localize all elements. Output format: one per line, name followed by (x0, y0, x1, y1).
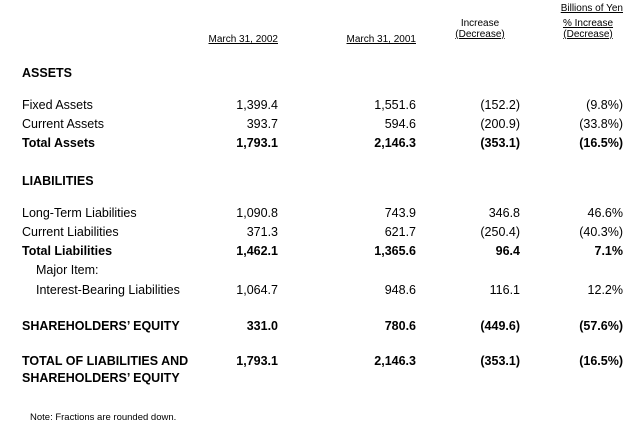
cell-equity-2001: 780.6 (384, 319, 416, 333)
col-header-pct-line2: (Decrease) (563, 29, 613, 40)
cell-current-assets-pct: (33.8%) (579, 117, 623, 131)
cell-current-liab-pct: (40.3%) (579, 225, 623, 239)
units-label: Billions of Yen (560, 3, 623, 14)
cell-long-term-2002: 1,090.8 (236, 206, 278, 220)
cell-current-liab-inc: (250.4) (480, 225, 520, 239)
cell-total-assets-2002: 1,793.1 (236, 136, 278, 150)
cell-current-assets-2002: 393.7 (246, 117, 278, 131)
cell-grand-total-2002: 1,793.1 (236, 354, 278, 368)
row-label-total-assets: Total Assets (22, 136, 95, 150)
cell-grand-total-2001: 2,146.3 (374, 354, 416, 368)
cell-fixed-inc: (152.2) (480, 98, 520, 112)
cell-equity-inc: (449.6) (480, 319, 520, 333)
cell-total-liab-inc: 96.4 (495, 244, 520, 258)
cell-equity-2002: 331.0 (246, 319, 278, 333)
cell-fixed-2002: 1,399.4 (236, 98, 278, 112)
col-header-2002: March 31, 2002 (208, 34, 278, 45)
row-label-current-liabilities: Current Liabilities (22, 225, 119, 239)
cell-total-assets-pct: (16.5%) (579, 136, 623, 150)
row-label-interest-bearing: Interest-Bearing Liabilities (36, 283, 180, 297)
cell-fixed-2001: 1,551.6 (374, 98, 416, 112)
row-label-major-item: Major Item: (36, 263, 99, 277)
cell-current-liab-2002: 371.3 (246, 225, 278, 239)
row-label-grand-total-line1: TOTAL OF LIABILITIES AND (22, 354, 189, 368)
cell-total-assets-2001: 2,146.3 (374, 136, 416, 150)
cell-interest-2002: 1,064.7 (236, 283, 278, 297)
cell-long-term-pct: 46.6% (587, 206, 623, 220)
cell-total-liab-2002: 1,462.1 (236, 244, 278, 258)
cell-total-liab-pct: 7.1% (594, 244, 623, 258)
col-header-pct (553, 18, 623, 40)
row-label-current-assets: Current Assets (22, 117, 104, 131)
cell-grand-total-inc: (353.1) (480, 354, 520, 368)
section-title-liabilities: LIABILITIES (22, 174, 94, 188)
cell-grand-total-pct: (16.5%) (579, 354, 623, 368)
cell-current-assets-2001: 594.6 (384, 117, 416, 131)
col-header-increase (440, 18, 520, 40)
cell-equity-pct: (57.6%) (579, 319, 623, 333)
col-header-increase-line2: (Decrease) (455, 29, 505, 40)
col-header-2001: March 31, 2001 (346, 34, 416, 45)
col-header-increase-line1: Increase (460, 18, 500, 29)
cell-total-assets-inc: (353.1) (480, 136, 520, 150)
cell-long-term-inc: 346.8 (488, 206, 520, 220)
cell-current-assets-inc: (200.9) (480, 117, 520, 131)
row-label-total-liabilities: Total Liabilities (22, 244, 113, 258)
row-label-equity: SHAREHOLDERS’ EQUITY (22, 319, 180, 333)
section-title-assets: ASSETS (22, 66, 73, 80)
cell-interest-inc: 116.1 (489, 283, 520, 297)
cell-current-liab-2001: 621.7 (384, 225, 416, 239)
cell-long-term-2001: 743.9 (384, 206, 416, 220)
cell-interest-pct: 12.2% (587, 283, 623, 297)
col-header-pct-line1: % Increase (562, 18, 614, 29)
cell-total-liab-2001: 1,365.6 (374, 244, 416, 258)
row-label-grand-total-line2: SHAREHOLDERS’ EQUITY (22, 371, 180, 385)
cell-fixed-pct: (9.8%) (586, 98, 623, 112)
row-label-fixed-assets: Fixed Assets (22, 98, 93, 112)
cell-interest-2001: 948.6 (384, 283, 416, 297)
row-label-long-term: Long-Term Liabilities (22, 206, 137, 220)
footnote: Note: Fractions are rounded down. (30, 412, 177, 423)
